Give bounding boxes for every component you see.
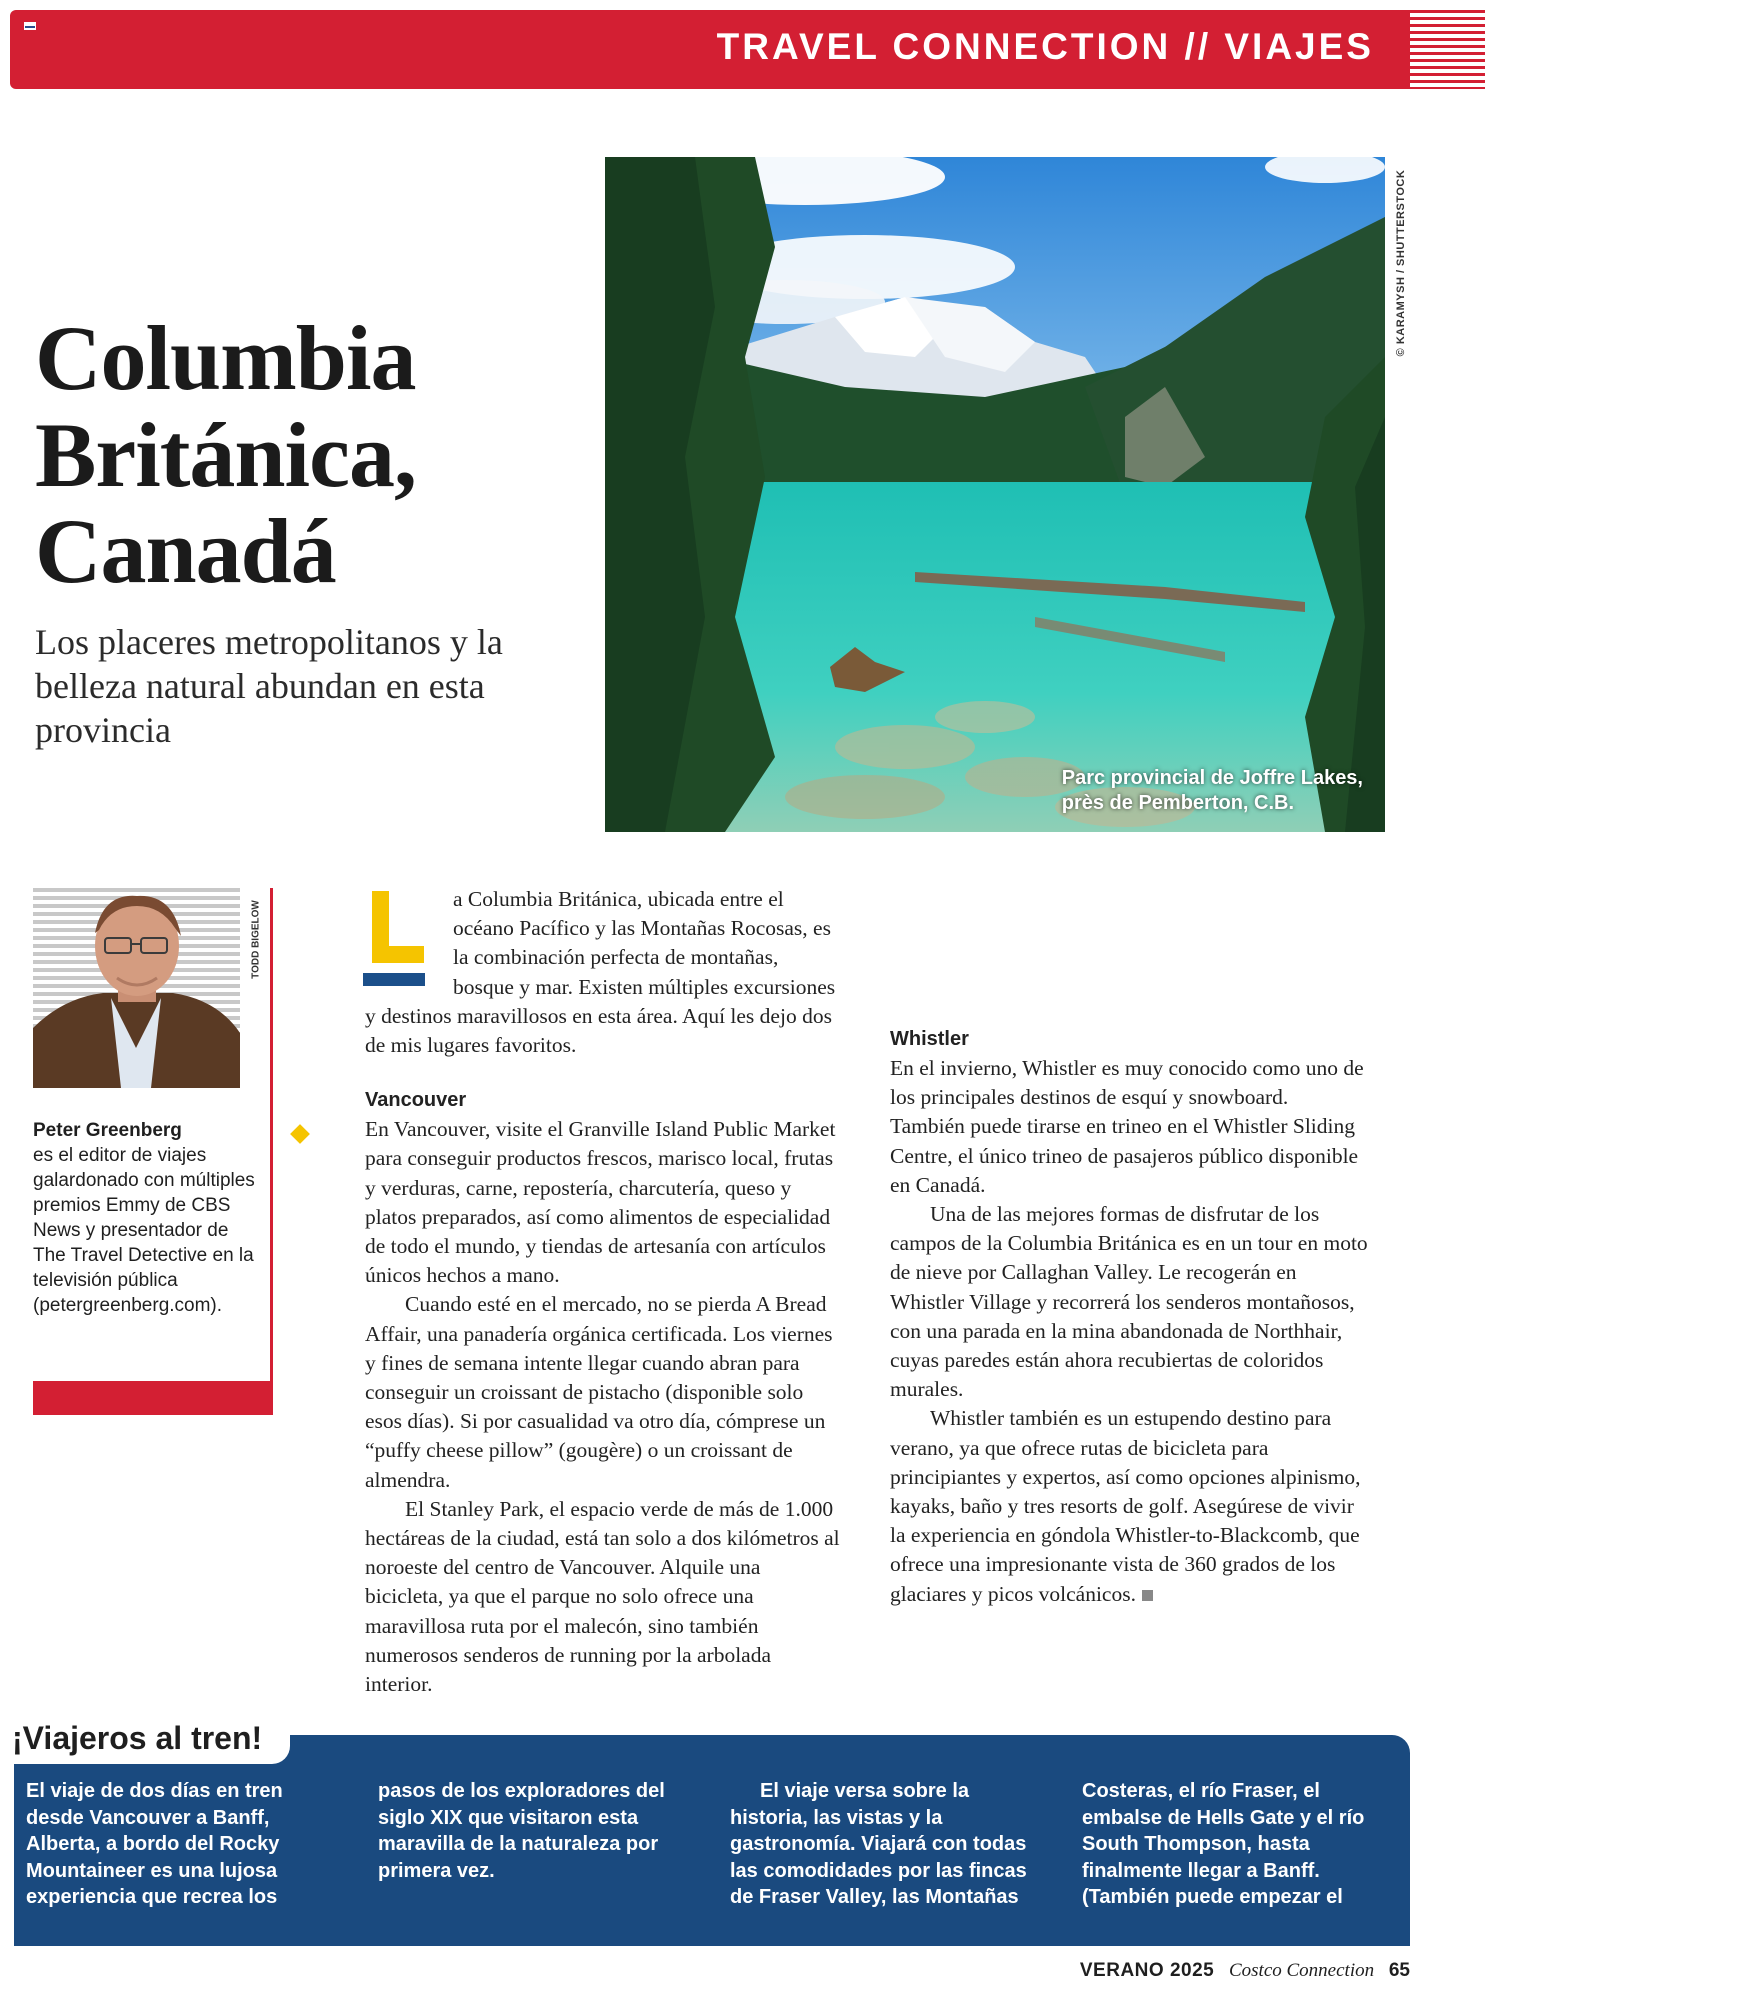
headline-line: Británica,	[35, 403, 416, 506]
flag-icon	[24, 22, 36, 30]
whistler-paragraph: En el invierno, Whistler es muy conocido como uno de los principales destinos de esquí y snowboard. También puede tirarse en trineo en el Whistler Sliding Centre, el único trineo de pasajeros público disponible en Canadá.	[890, 1056, 1364, 1197]
train-sidebar-title-tab	[0, 1712, 290, 1764]
vancouver-heading: Vancouver	[365, 1089, 467, 1112]
whistler-text: Whistler también es un estupendo destino para verano, ya que ofrece rutas de bicicleta para principiantes y expertos, así como opciones alpinismo, kayaks, baño y tres resorts de golf. Asegúrese de vivir la experiencia en góndola Whistler-to-Blackcomb, que ofrece una impresionante vista de 360 grados de los glaciares y picos volcánicos.	[890, 1406, 1361, 1606]
intro-paragraph	[365, 885, 840, 1060]
page-number: 65	[1388, 1960, 1410, 1981]
author-bio	[33, 1118, 265, 1318]
author-silhouette	[33, 888, 240, 1088]
article-headline	[35, 307, 416, 603]
whistler-heading: Whistler	[890, 1028, 969, 1050]
whistler-paragraph	[890, 1404, 1368, 1608]
section-title: TRAVEL CONNECTION // VIAJES	[716, 26, 1374, 67]
headline-line: Columbia	[35, 307, 416, 409]
author-bio-text: es el editor de viajes galardonado con múltiples premios Emmy de CBS News y presentador de The Travel Detective en la televisión pública (petergreenberg.com).	[33, 1145, 255, 1316]
vancouver-paragraph: El Stanley Park, el espacio verde de más de 1.000 hectáreas de la ciudad, está tan solo a dos kilómetros al noroeste del centro de Vancouver. Alquile una bicicleta, ya que el parque no solo ofrece una maravillosa ruta por el malecón, sino también numerosos senderos de running por la arbolada interior.	[365, 1496, 840, 1697]
end-mark-icon	[1142, 1590, 1153, 1601]
header-stripes	[1410, 10, 1485, 89]
footer-season: VERANO 2025	[1079, 1960, 1215, 1981]
article-dek: Los placeres metropolitanos y la belleza natural abundan en esta provincia	[35, 622, 503, 750]
train-paragraph: El viaje de dos días en tren desde Vancouver a Banff, Alberta, a bordo del Rocky Mountaineer es una lujosa experiencia que recrea los pasos de los exploradores del siglo XIX que visitaron esta maravilla de la naturaleza por primera vez.	[26, 1780, 665, 1908]
author-name: Peter Greenberg	[33, 1120, 182, 1141]
author-bar	[33, 1381, 273, 1415]
author-photo-credit-text: TODD BIGELOW	[250, 900, 262, 979]
vancouver-paragraph: En Vancouver, visite el Granville Island Public Market para conseguir productos frescos, marisco local, frutas y verduras, carne, repostería, charcutería, queso y platos preparados, así como alimentos de especialidad de todo el mundo, y tiendas de artesanía con artículos únicos hechos a mano.	[365, 1117, 836, 1288]
photo-credit	[1392, 157, 1410, 377]
footer-magazine: Costco Connection	[1228, 1960, 1375, 1981]
train-sidebar-text	[26, 1778, 1709, 1928]
photo-caption-line: près de Pemberton, C.B.	[1061, 792, 1295, 814]
photo-caption-line: Parc provincial de Joffre Lakes,	[1061, 767, 1363, 789]
whistler-paragraph: Una de las mejores formas de disfrutar de los campos de la Columbia Británica es en un tour en moto de nieve por Callaghan Valley. Le recogerán en Whistler Village y recorrerá los senderos montañosos, con una parada en la mina abandonada de Northhair, cuyas paredes están ahora recubiertas de coloridos murales.	[890, 1202, 1368, 1402]
lake-photo	[605, 157, 1385, 832]
page-footer	[1080, 1960, 1410, 1982]
author-box	[33, 888, 273, 1381]
author-photo-credit	[249, 888, 263, 993]
article-column-2	[890, 885, 1368, 1609]
intro-text: a Columbia Británica, ubicada entre el océano Pacífico y las Montañas Rocosas, es la combinación perfecta de montañas, bosque y mar. Existen múltiples excursiones y destinos maravillosos en esta área. Aquí les dejo dos de mis lugares favoritos.	[365, 887, 836, 1058]
dropcap-l-icon	[365, 891, 443, 983]
author-portrait	[33, 888, 240, 1088]
photo-credit-text: © KARAMYSH / SHUTTERSTOCK	[1395, 169, 1407, 357]
section-header-band	[10, 10, 1410, 89]
headline-line: Canadá	[35, 500, 336, 603]
vancouver-paragraph: Cuando esté en el mercado, no se pierda A Bread Affair, una panadería orgánica certificada. Los viernes y fines de semana intente llegar cuando abran para conseguir un croissant de pistacho (disponible solo esos días). Si por casualidad va otro día, cómprese un “puffy cheese pillow” (gougère) o un croissant de almendra.	[365, 1292, 833, 1492]
diamond-icon	[290, 1124, 310, 1144]
photo-caption	[1062, 766, 1363, 816]
train-paragraph: El viaje versa sobre la historia, las vistas y la gastronomía. Viajará con todas las comodidades por las fincas de Fraser Valley, las Montañas Costeras, el río Fraser, el embalse de Hells Gate y el río South Thompson, hasta finalmente llegar a Banff. (También puede empezar el viaje en Banff y finalizarlo en Vancouver).—PG	[730, 1780, 1709, 1908]
train-sidebar-title: ¡Viajeros al tren!	[12, 1720, 263, 1756]
article-column-1	[365, 885, 840, 1699]
lake-illustration	[605, 157, 1385, 832]
